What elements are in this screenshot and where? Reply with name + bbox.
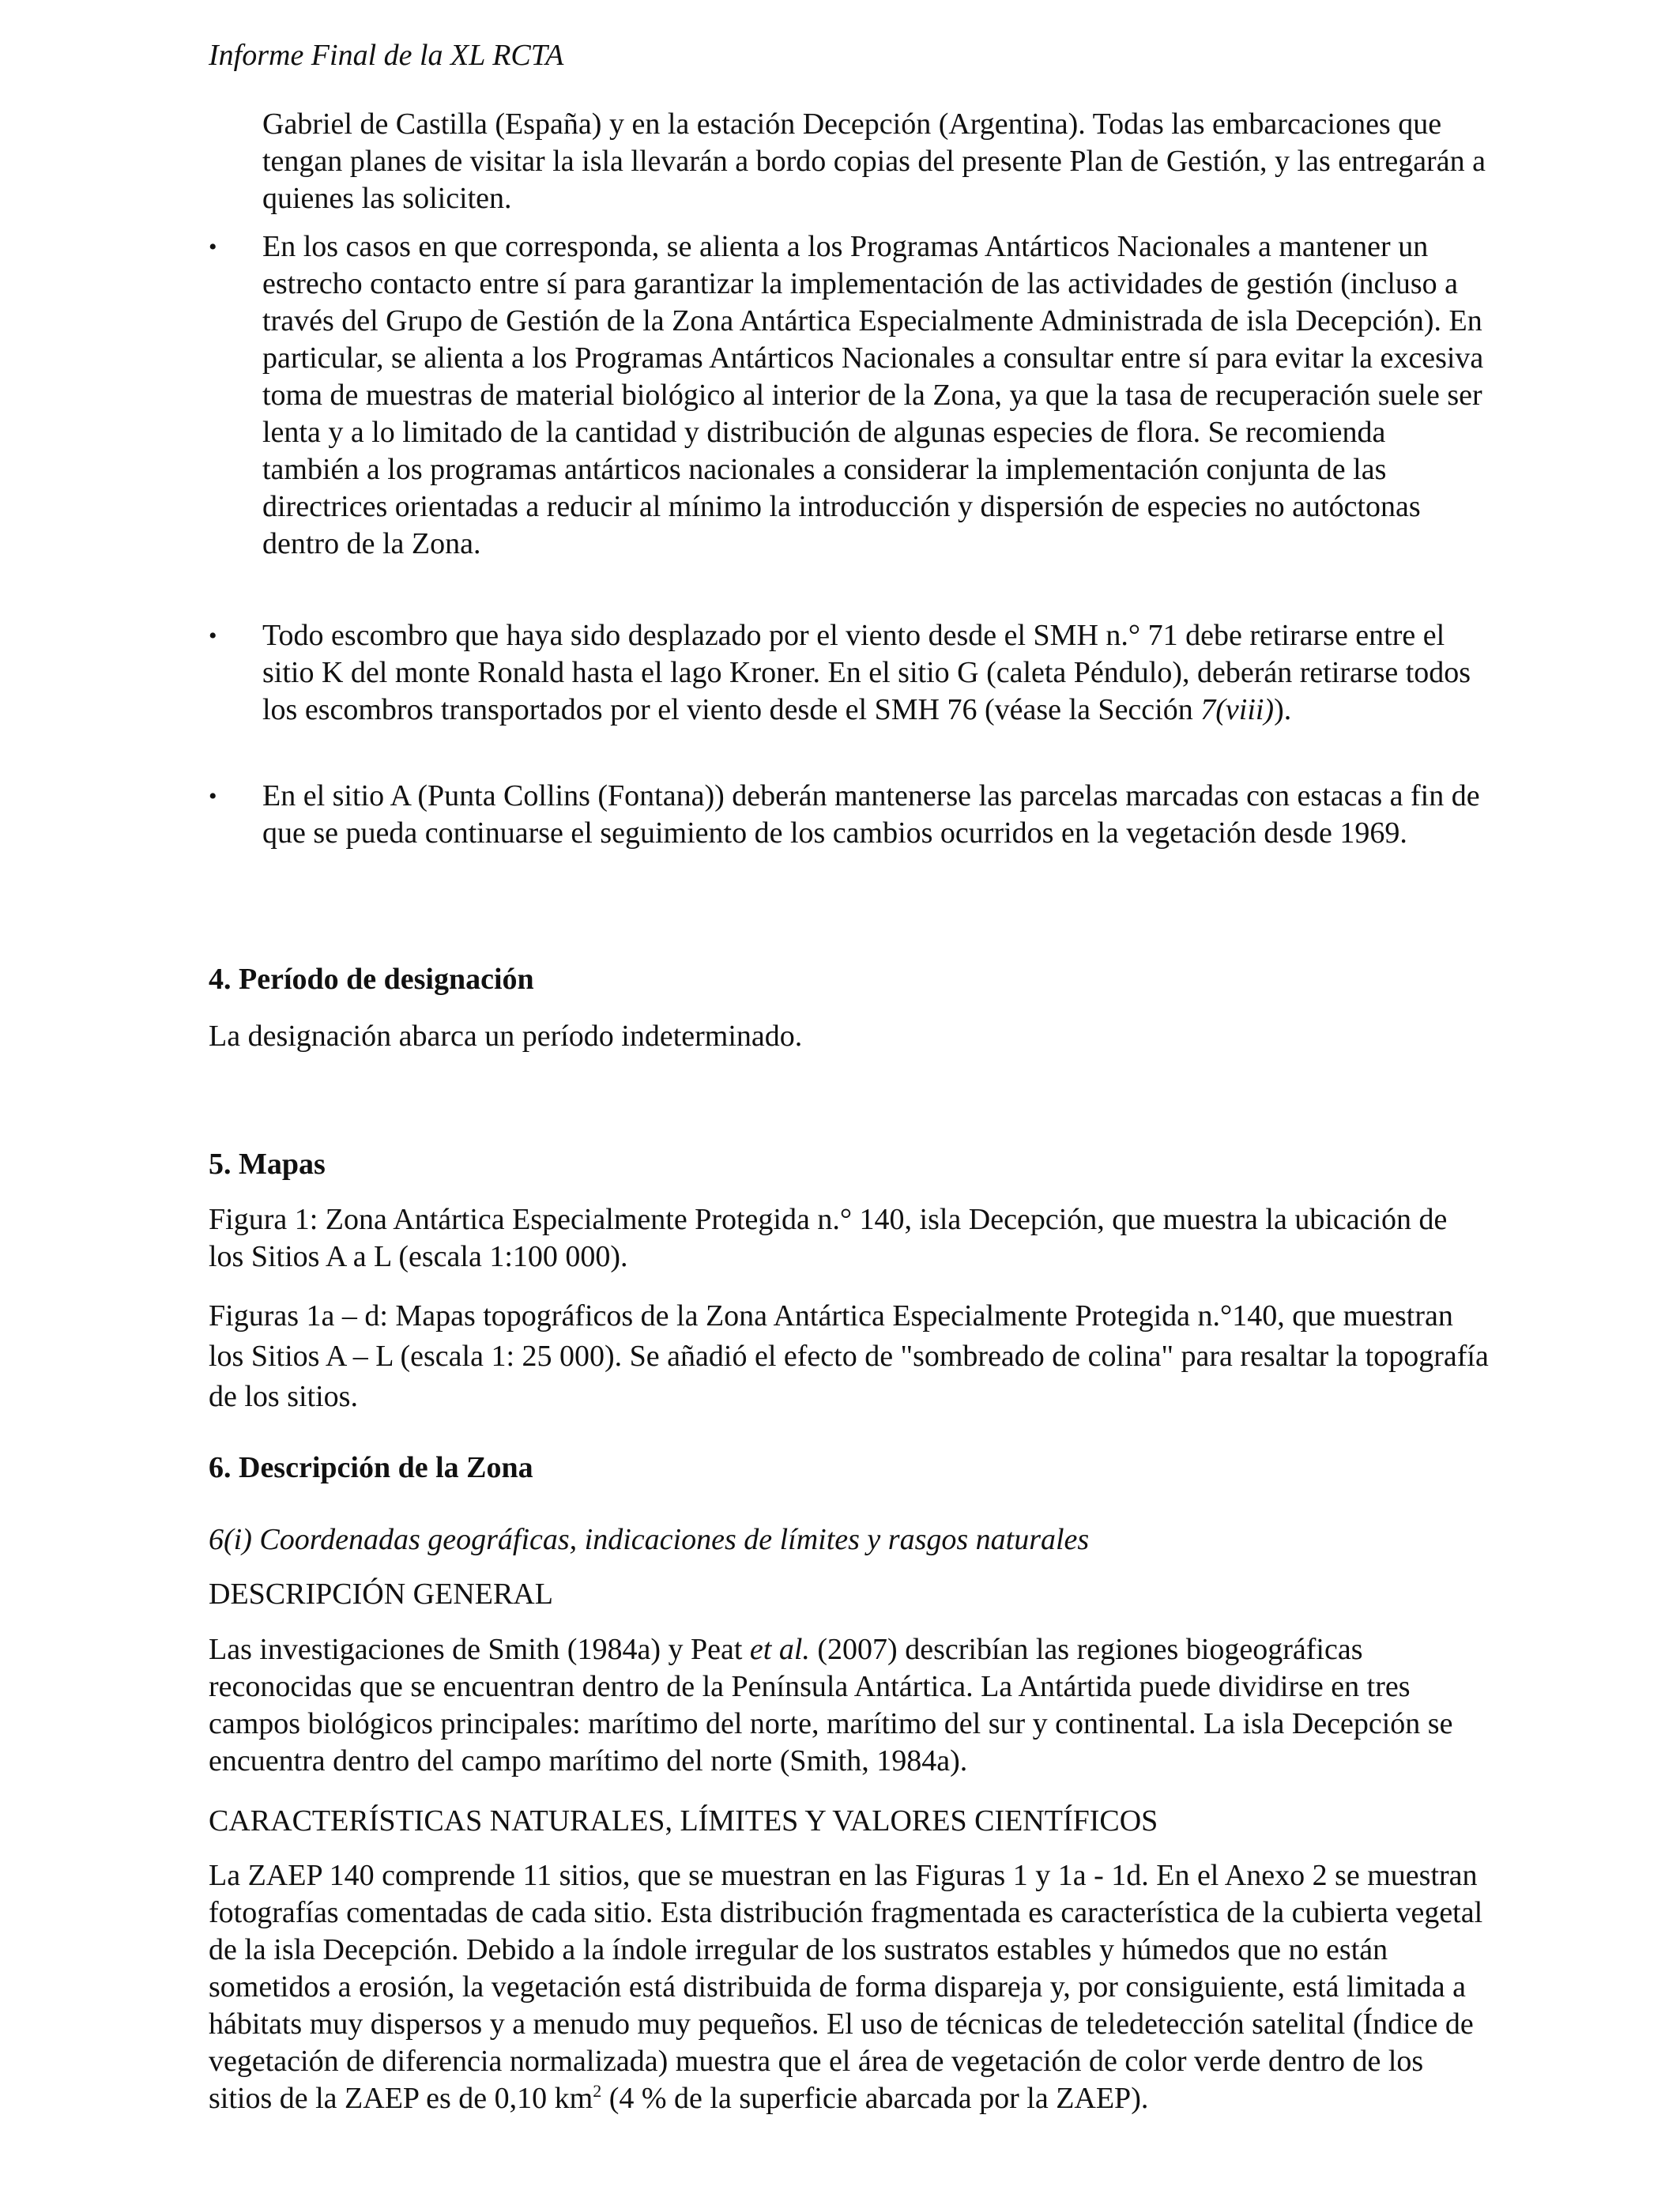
bullet-item — [209, 228, 1489, 563]
section-heading: 5. Mapas — [209, 1148, 326, 1181]
paragraph-text: Gabriel de Castilla (España) y en la estación Decepción (Argentina). Todas las embarcaciones que tengan planes de visitar la isla llevarán a bordo copias del presente Plan de Gestión, y las entregarán a quienes las soliciten. — [262, 107, 1486, 215]
bullet-icon: • — [209, 783, 217, 809]
figure-caption: Figuras 1a – d: Mapas topográficos de la Zona Antártica Especialmente Protegida n.°140, que muestran los Sitios A – L (escala 1: 25 000). Se añadió el efecto de "sombreado de colina" para resaltar la topografía de los sitios. — [209, 1299, 1489, 1413]
subheading-natural: CARACTERÍSTICAS NATURALES, LÍMITES Y VALORES CIENTÍFICOS — [209, 1804, 1158, 1838]
superscript: 2 — [593, 2081, 602, 2101]
bullet-text: Todo escombro que haya sido desplazado por el viento desde el SMH n.° 71 debe retirarse entre el sitio K del monte Ronald hasta el lago Kroner. En el sitio G (caleta Péndulo), deberán retirarse todos los escombros transportados por el viento desde el SMH 76 (véase la Sección 7(viii)). — [262, 619, 1471, 726]
section-heading: 6. Descripción de la Zona — [209, 1451, 533, 1484]
bullet-icon: • — [209, 234, 217, 260]
figure-caption: Figura 1: Zona Antártica Especialmente Protegida n.° 140, isla Decepción, que muestra la ubicación de los Sitios A a L (escala 1:100 000). — [209, 1203, 1448, 1273]
bullet-item — [209, 778, 1489, 852]
subsection-heading: 6(i) Coordenadas geográficas, indicaciones de límites y rasgos naturales — [209, 1523, 1090, 1556]
section-heading: 4. Período de designación — [209, 963, 534, 996]
bullet-item — [209, 617, 1489, 729]
paragraph: La designación abarca un período indeterminado. — [209, 1020, 803, 1053]
paragraph: Las investigaciones de Smith (1984a) y Peat et al. (2007) describían las regiones biogeográficas reconocidas que se encuentran dentro de la Península Antártica. La Antártida puede dividirse en tres campos biológicos principales: marítimo del norte, marítimo del sur y continental. La isla Decepción se encuentra dentro del campo marítimo del norte (Smith, 1984a). — [209, 1633, 1453, 1777]
subheading-general: DESCRIPCIÓN GENERAL — [209, 1578, 553, 1611]
running-header: Informe Final de la XL RCTA — [209, 39, 564, 72]
bullet-text: En el sitio A (Punta Collins (Fontana)) deberán mantenerse las parcelas marcadas con estacas a fin de que se pueda continuarse el seguimiento de los cambios ocurridos en la vegetación desde 1969. — [262, 779, 1480, 850]
continued-paragraph — [262, 106, 1489, 217]
bullet-icon: • — [209, 623, 217, 649]
section-reference: 7(viii) — [1200, 693, 1275, 726]
paragraph: La ZAEP 140 comprende 11 sitios, que se muestran en las Figuras 1 y 1a - 1d. En el Anexo 2 se muestran fotografías comentadas de cada sitio. Esta distribución fragmentada es característica de la cubierta vegetal de la isla Decepción. Debido a la índole irregular de los sustratos estables y húmedos que no están sometidos a erosión, la vegetación está distribuida de forma dispareja y, por consiguiente, está limitada a hábitats muy dispersos y a menudo muy pequeños. El uso de técnicas de teledetección satelital (Índice de vegetación de diferencia normalizada) muestra que el área de vegetación de color verde dentro de los sitios de la ZAEP es de 0,10 $km^2$ (4 % de la superficie abarcada por la ZAEP). — [209, 1859, 1483, 2115]
bullet-text: En los casos en que corresponda, se alienta a los Programas Antárticos Nacionales a mantener un estrecho contacto entre sí para garantizar la implementación de las actividades de gestión (incluso a través del Grupo de Gestión de la Zona Antártica Especialmente Administrada de isla Decepción). En particular, se alienta a los Programas Antárticos Nacionales a consultar entre sí para evitar la excesiva toma de muestras de material biológico al interior de la Zona, ya que la tasa de recuperación suele ser lenta y a lo limitado de la cantidad y distribución de algunas especies de flora. Se recomienda también a los programas antárticos nacionales a considerar la implementación conjunta de las directrices orientadas a reducir al mínimo la introducción y dispersión de especies no autóctonas dentro de la Zona. — [262, 230, 1484, 560]
